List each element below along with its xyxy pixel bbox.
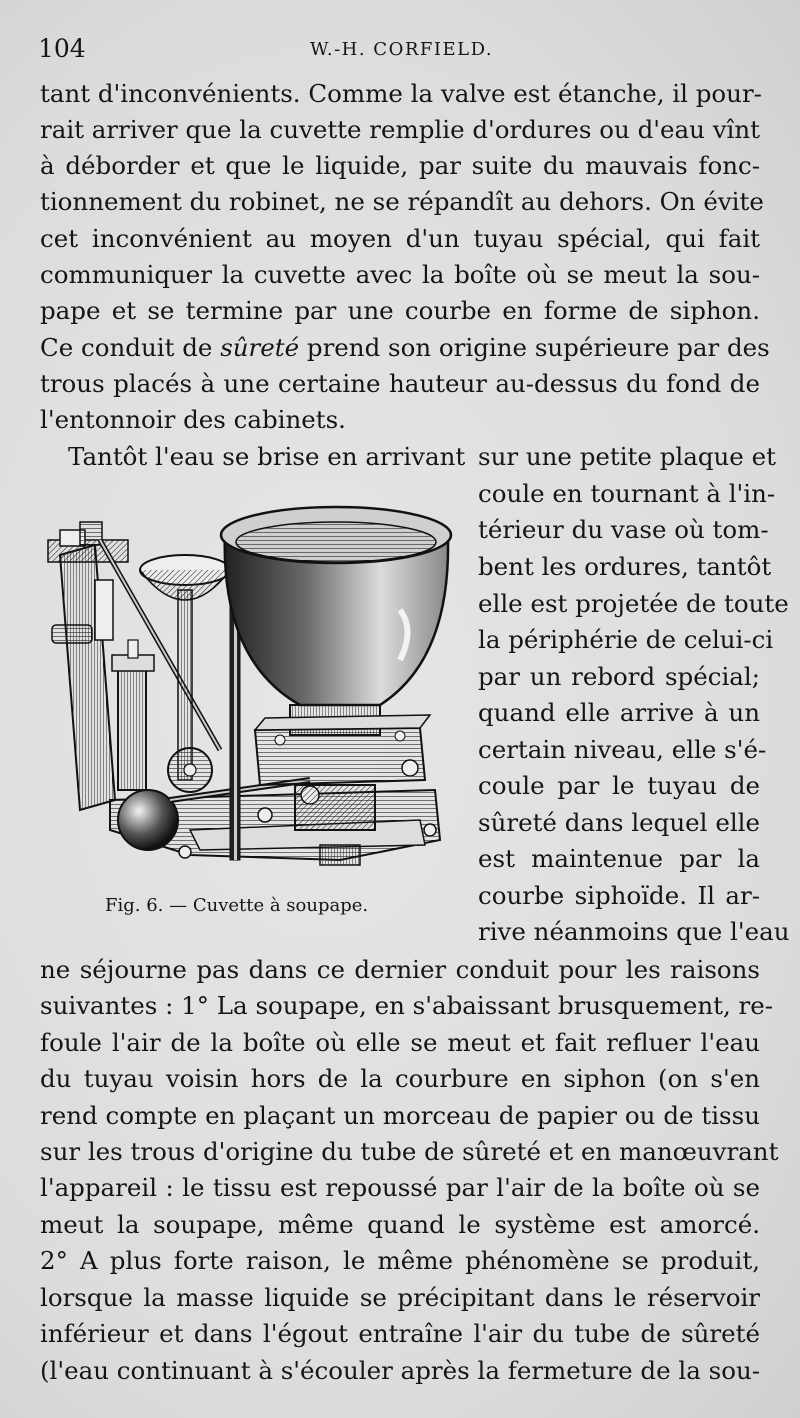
text-line: sur une petite plaque et xyxy=(478,442,776,471)
text-line: tant d'inconvénients. Comme la valve est étanche, il pour- xyxy=(40,79,762,108)
text-line: bent les ordures, tantôt xyxy=(478,552,772,581)
text-line: pape et se termine par une courbe en forme de siphon. xyxy=(40,296,760,325)
text-line: rend compte en plaçant un morceau de papier ou de tissu xyxy=(40,1101,760,1130)
text-line: meut la soupape, même quand le système est amorcé. xyxy=(40,1210,760,1239)
text-line: communiquer la cuvette avec la boîte où se meut la sou- xyxy=(40,260,760,289)
text-line: térieur du vase où tom- xyxy=(478,515,769,544)
text-line: trous placés à une certaine hauteur au-dessus du fond de xyxy=(40,369,760,398)
text-line: sûreté dans lequel elle xyxy=(478,808,760,837)
text-line: 2° A plus forte raison, le même phénomène se produit, xyxy=(40,1246,760,1275)
text-line: foule l'air de la boîte où elle se meut et fait refluer l'eau xyxy=(40,1028,760,1057)
text-line: tionnement du robinet, ne se répandît au dehors. On évite xyxy=(40,187,764,216)
running-head: W.-H. CORFIELD. xyxy=(310,39,494,60)
text-line: par un rebord spécial; xyxy=(478,662,760,691)
text-line: rait arriver que la cuvette remplie d'ordures ou d'eau vînt xyxy=(40,115,760,144)
text-line: sur les trous d'origine du tube de sûreté et en manœuvrant xyxy=(40,1137,779,1166)
text-line: du tuyau voisin hors de la courbure en siphon (on s'en xyxy=(40,1064,760,1093)
text-line: est maintenue par la xyxy=(478,844,760,873)
text-line: lorsque la masse liquide se précipitant dans le réservoir xyxy=(40,1283,760,1312)
text-line: (l'eau continuant à s'écouler après la fermeture de la sou- xyxy=(40,1356,760,1385)
figure-caption: Fig. 6. — Cuvette à soupape. xyxy=(105,895,369,916)
text-line: Ce conduit de sûreté prend son origine supérieure par des xyxy=(40,333,770,362)
text-line: coule en tournant à l'in- xyxy=(478,479,776,508)
text-line: elle est projetée de toute xyxy=(478,589,789,618)
text-line: quand elle arrive à un xyxy=(478,698,760,727)
text-line: suivantes : 1° La soupape, en s'abaissant brusquement, re- xyxy=(40,991,774,1020)
text-line: à déborder et que le liquide, par suite du mauvais fonc- xyxy=(40,151,760,180)
text-line: rive néanmoins que l'eau xyxy=(478,917,790,946)
text-line: l'appareil : le tissu est repoussé par l'air de la boîte où se xyxy=(40,1173,760,1202)
text-line: inférieur et dans l'égout entraîne l'air du tube de sûreté xyxy=(40,1319,760,1348)
text-line: l'entonnoir des cabinets. xyxy=(40,405,346,434)
text-line: cet inconvénient au moyen d'un tuyau spécial, qui fait xyxy=(40,224,760,253)
page-header xyxy=(38,34,758,64)
text-line: Tantôt l'eau se brise en arrivant xyxy=(68,442,466,471)
text-line: courbe siphoïde. Il ar- xyxy=(478,881,760,910)
text-line: la périphérie de celui-ci xyxy=(478,625,774,654)
text-line: certain niveau, elle s'é- xyxy=(478,735,767,764)
text-line: coule par le tuyau de xyxy=(478,771,760,800)
page-number: 104 xyxy=(38,34,86,63)
text-line: ne séjourne pas dans ce dernier conduit pour les raisons xyxy=(40,955,760,984)
valve-closet-engraving-icon xyxy=(40,500,465,885)
